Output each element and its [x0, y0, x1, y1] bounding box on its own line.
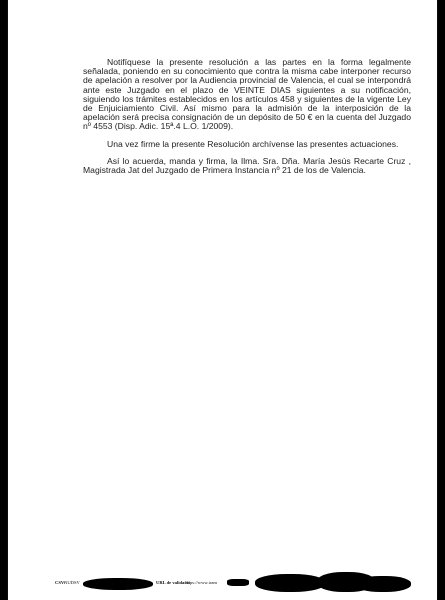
archive-paragraph: Una vez firme la presente Resolución archívense las presentes actuaciones. [107, 138, 399, 149]
redaction-mark [227, 579, 249, 586]
resolution-body [83, 58, 411, 183]
document-page [8, 0, 437, 600]
validation-footer [55, 578, 425, 588]
url-value-partial: https://www.tram [185, 580, 217, 585]
csv-code-partial: NUDSV [64, 580, 80, 585]
appeal-paragraph: Notifíquese la presente resolución a las partes en la forma legalmente señalada, poniendo en su conocimiento que contra la misma cabe interponer recurso de apelación a resolver por la Audiencia provincial de Valencia, el cual se interpondrá ante este Juzgado en el plazo de VEINTE DIAS siguientes a su notificación, siguiendo los trámites establecidos en los artículos 458 y siguientes de la vigente Ley de Enjuiciamiento Civil. Así mismo para la admisión de la interposición de la apelación será precisa consignación de un depósito de 50 € en la cuenta del Juzgado nº 4553 (Disp. Adic. 15ª.4 L.O. 1/2009). [83, 57, 411, 132]
redaction-mark [255, 574, 325, 592]
signature-paragraph: Así lo acuerda, manda y firma, la Ilma. Sra. Dña. María Jesús Recarte Cruz , Magistrada Jat del Juzgado de Primera Instancia nº 21 de los de Valencia. [83, 155, 411, 176]
url-label: URL de validació [156, 580, 190, 585]
csv-label: CSV: [55, 580, 66, 585]
redaction-mark [355, 576, 411, 592]
redaction-mark [83, 578, 153, 590]
